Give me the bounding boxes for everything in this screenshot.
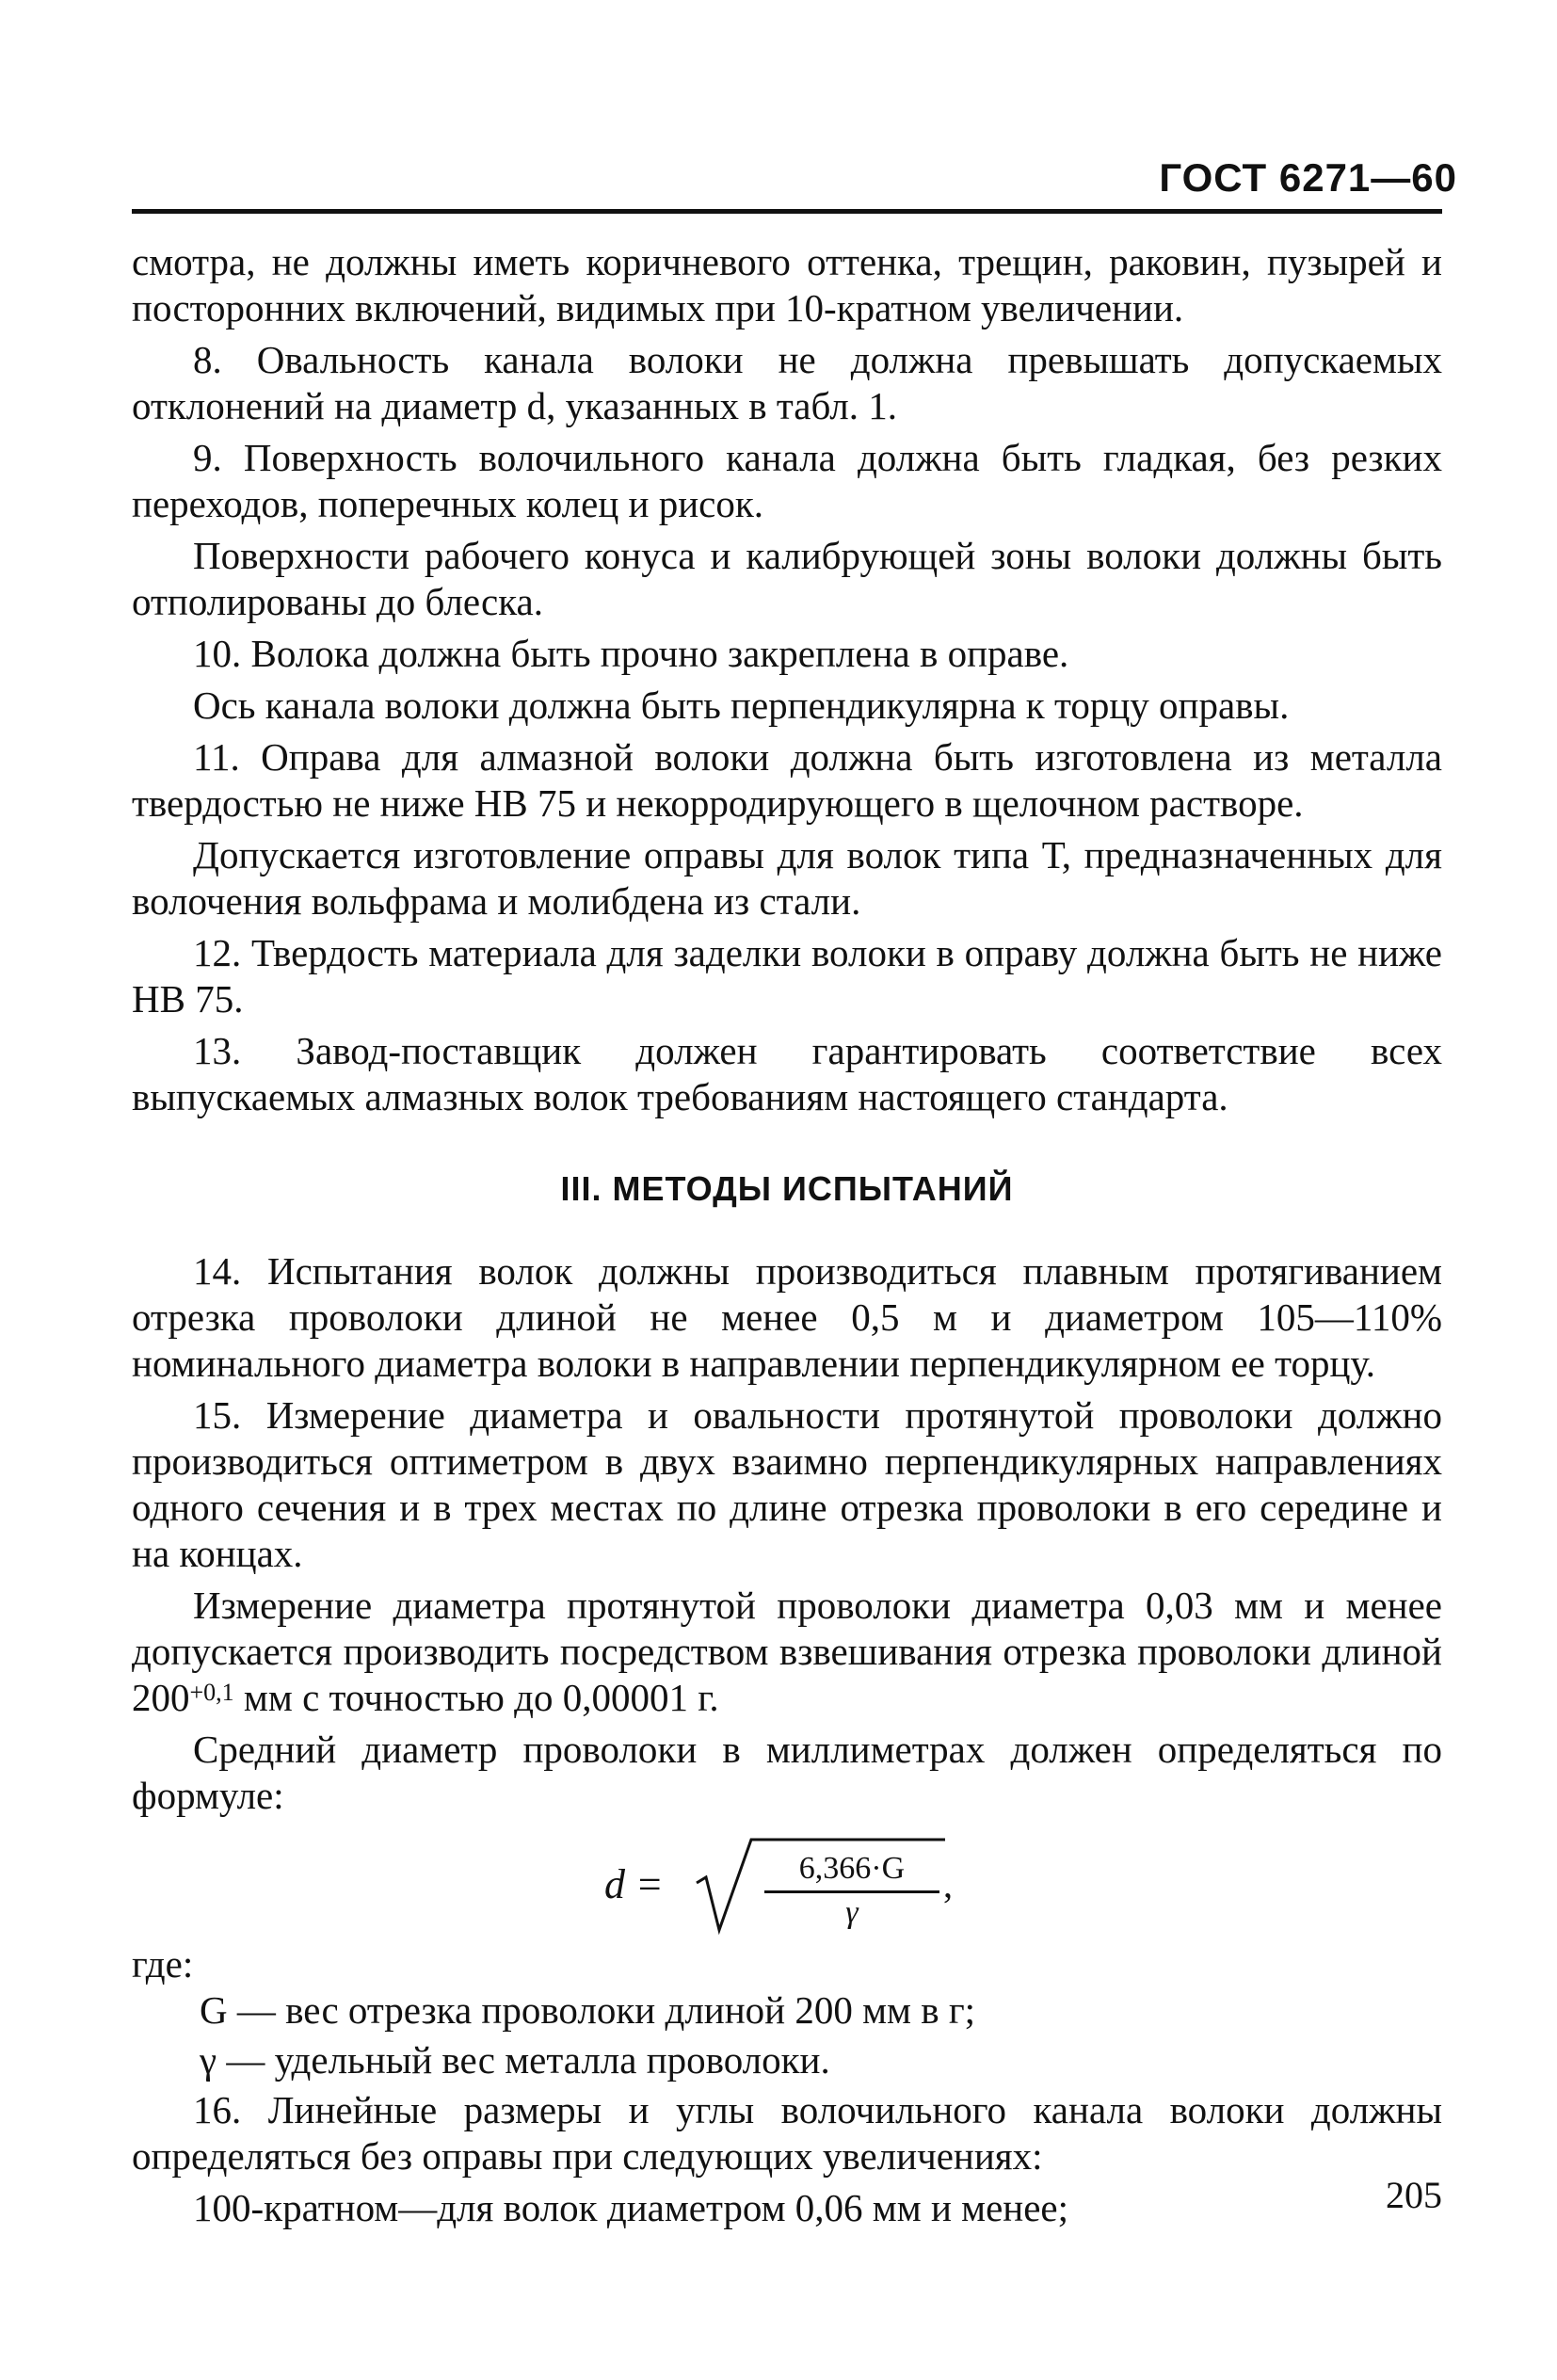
document-header: ГОСТ 6271—60 — [1159, 155, 1457, 200]
paragraph-item-8: 8. Овальность канала волоки не должна превышать допускаемых отклонений на диаметр d, указанных в табл. 1. — [132, 338, 1442, 427]
paragraph-magnification: 100-кратном—для волок диаметром 0,06 мм и менее; — [193, 2186, 1069, 2229]
paragraph-item-15: 15. Измерение диаметра и овальности протянутой проволоки должно производиться оптиметром в двух взаимно перпендикулярных направлениях одного сечения и в трех местах по длине отрезка проволоки в его середине и на концах. — [132, 1393, 1442, 1575]
definition-gamma: γ — удельный вес металла проволоки. — [200, 2038, 830, 2082]
section-title: III. МЕТОДЫ ИСПЫТАНИЙ — [560, 1169, 1014, 1208]
paragraph-item-13: 13. Завод-поставщик должен гарантировать соответствие всех выпускаемых алмазных волок требованиям настоящего стандарта. — [132, 1029, 1442, 1118]
tolerance-superscript: +0,1 — [189, 1679, 234, 1706]
where-label: где: — [132, 1942, 194, 1986]
paragraph-continuation: смотра, не должны иметь коричневого оттенка, трещин, раковин, пузырей и посторонних включений, видимых при 10-кратном увеличении. — [132, 240, 1442, 330]
paragraph-item-12: 12. Твердость материала для заделки волоки в оправу должна быть не ниже НВ 75. — [132, 931, 1442, 1021]
formula-fraction — [764, 1851, 939, 1931]
paragraph-polish: Поверхности рабочего конуса и калибрующей зоны волоки должны быть отполированы до блеска. — [132, 534, 1442, 623]
formula-comma: , — [943, 1863, 953, 1906]
weighing-text: Измерение диаметра протянутой проволоки диаметра 0,03 мм и менее допускается производить посредством взвешивания отрезка проволоки длиной 200 — [132, 1584, 1442, 1719]
paragraph-weighing — [132, 1583, 1442, 1721]
page-number: 205 — [1386, 2174, 1442, 2216]
definition-g: G — вес отрезка проволоки длиной 200 мм в г; — [200, 1988, 976, 2032]
diameter-formula — [132, 1834, 1442, 1939]
weighing-text-end: мм с точностью до 0,00001 г. — [233, 1676, 719, 1719]
paragraph-item-16: 16. Линейные размеры и углы волочильного канала волоки должны определяться без оправы при следующих увеличениях: — [132, 2088, 1442, 2178]
formula-lhs: d = — [604, 1861, 664, 1907]
paragraph-axis: Ось канала волоки должна быть перпендикулярна к торцу оправы. — [193, 683, 1290, 727]
paragraph-item-11: 11. Оправа для алмазной волоки должна быть изготовлена из металла твердостью не ниже НВ 75 и некорродирующего в щелочном растворе. — [132, 735, 1442, 825]
paragraph-mean-diameter: Средний диаметр проволоки в миллиметрах должен определяться по формуле: — [132, 1728, 1442, 1817]
formula-numerator: 6,366·G — [798, 1851, 906, 1886]
paragraph-item-9: 9. Поверхность волочильного канала должна быть гладкая, без резких переходов, поперечных колец и рисок. — [132, 436, 1442, 525]
paragraph-type-t: Допускается изготовление оправы для волок типа Т, предназначенных для волочения вольфрама и молибдена из стали. — [132, 833, 1442, 923]
paragraph-item-10: 10. Волока должна быть прочно закреплена в оправе. — [193, 632, 1069, 675]
formula-denominator: γ — [845, 1895, 859, 1930]
document-body — [132, 239, 1442, 2237]
header-divider — [132, 209, 1442, 214]
paragraph-item-14: 14. Испытания волок должны производиться плавным протягиванием отрезка проволоки длиной не менее 0,5 м и диаметром 105—110% номинального диаметра волоки в направлении перпендикулярном ее торцу. — [132, 1249, 1442, 1385]
